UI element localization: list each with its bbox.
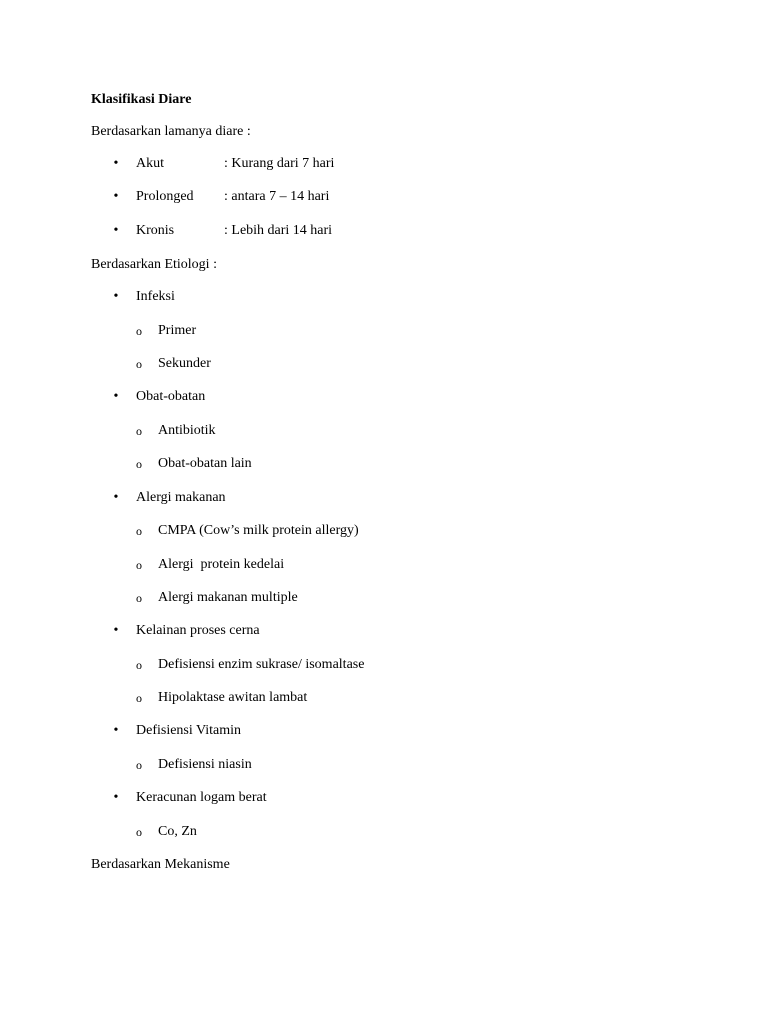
etiology-item: Infeksi xyxy=(136,289,175,304)
duration-label: Akut xyxy=(136,156,164,171)
etiology-item: Keracunan logam berat xyxy=(136,790,267,805)
etiology-item: Obat-obatan xyxy=(136,389,206,404)
bullet-icon: • xyxy=(113,223,119,238)
etiology-subitem: CMPA (Cow’s milk protein allergy) xyxy=(158,523,359,538)
duration-label: Kronis xyxy=(136,223,175,238)
bullet-icon: • xyxy=(113,490,119,505)
sub-bullet-icon: o xyxy=(136,758,142,772)
section-heading-etiology: Berdasarkan Etiologi : xyxy=(91,257,217,272)
duration-value: : Kurang dari 7 hari xyxy=(224,156,335,171)
bullet-icon: • xyxy=(113,623,119,638)
bullet-icon: • xyxy=(113,156,119,171)
bullet-icon: • xyxy=(113,389,119,404)
etiology-subitem: Alergi protein kedelai xyxy=(158,557,285,572)
bullet-icon: • xyxy=(113,723,119,738)
bullet-icon: • xyxy=(113,289,119,304)
etiology-subitem: Defisiensi niasin xyxy=(158,757,252,772)
etiology-subitem: Hipolaktase awitan lambat xyxy=(158,690,308,705)
bullet-icon: • xyxy=(113,189,119,204)
sub-bullet-icon: o xyxy=(136,524,142,538)
etiology-item: Defisiensi Vitamin xyxy=(136,723,242,738)
bullet-icon: • xyxy=(113,790,119,805)
duration-value: : antara 7 – 14 hari xyxy=(224,189,330,204)
duration-value: : Lebih dari 14 hari xyxy=(224,223,333,238)
sub-bullet-icon: o xyxy=(136,658,142,672)
etiology-subitem: Obat-obatan lain xyxy=(158,456,252,471)
etiology-subitem: Primer xyxy=(158,323,197,338)
section-heading-duration: Berdasarkan lamanya diare : xyxy=(91,124,251,139)
duration-label: Prolonged xyxy=(136,189,194,204)
sub-bullet-icon: o xyxy=(136,591,142,605)
document-title: Klasifikasi Diare xyxy=(91,92,192,107)
etiology-item: Kelainan proses cerna xyxy=(136,623,260,638)
sub-bullet-icon: o xyxy=(136,691,142,705)
etiology-subitem: Defisiensi enzim sukrase/ isomaltase xyxy=(158,657,365,672)
sub-bullet-icon: o xyxy=(136,357,142,371)
etiology-subitem: Co, Zn xyxy=(158,824,197,839)
etiology-subitem: Sekunder xyxy=(158,356,211,371)
sub-bullet-icon: o xyxy=(136,558,142,572)
section-heading-mechanism: Berdasarkan Mekanisme xyxy=(91,857,230,872)
sub-bullet-icon: o xyxy=(136,424,142,438)
sub-bullet-icon: o xyxy=(136,457,142,471)
etiology-item: Alergi makanan xyxy=(136,490,226,505)
etiology-subitem: Alergi makanan multiple xyxy=(158,590,298,605)
sub-bullet-icon: o xyxy=(136,324,142,338)
sub-bullet-icon: o xyxy=(136,825,142,839)
etiology-subitem: Antibiotik xyxy=(158,423,216,438)
